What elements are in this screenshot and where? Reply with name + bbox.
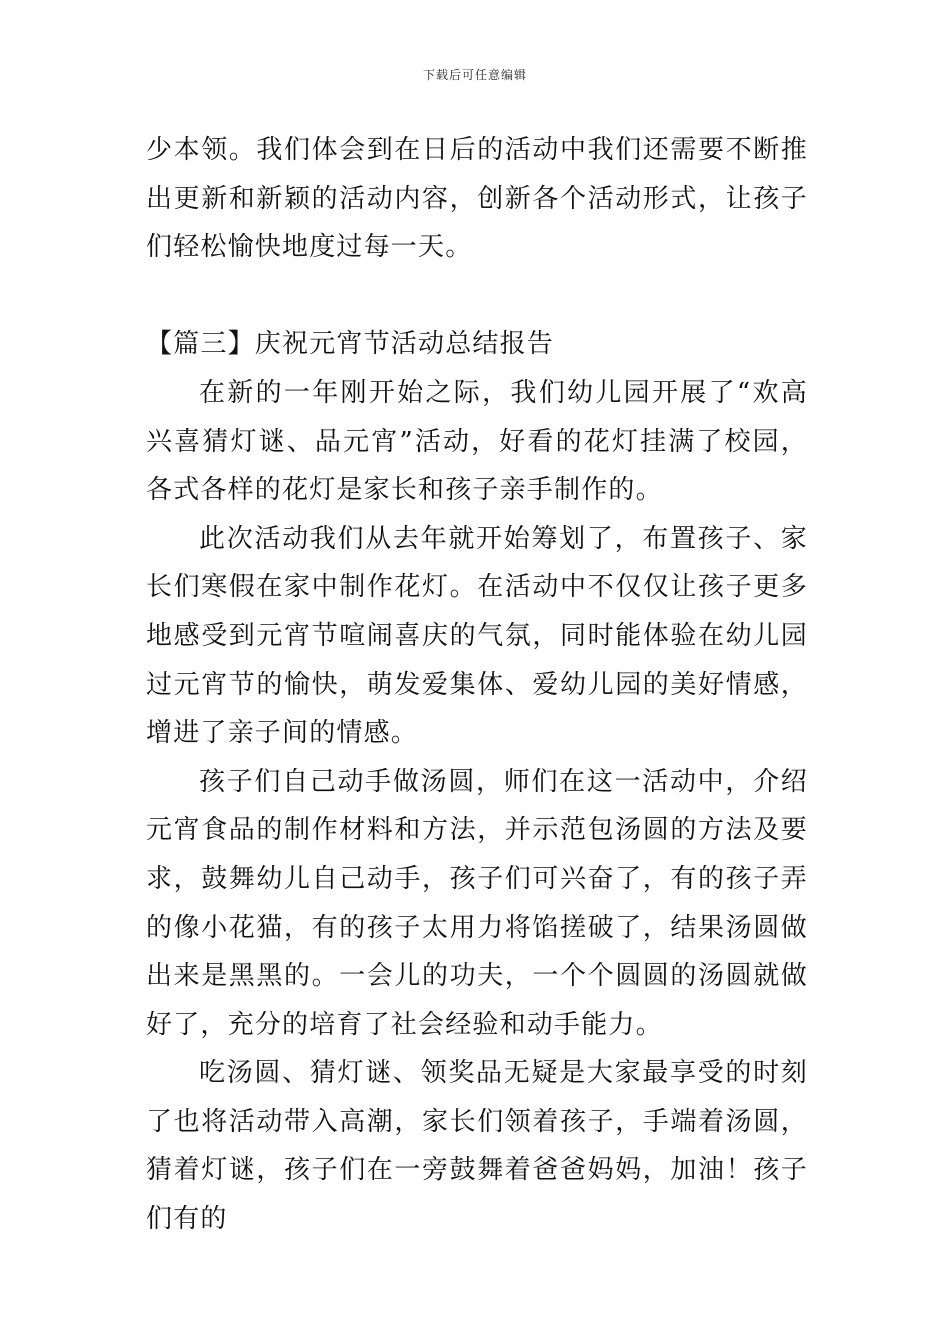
header-note: 下载后可任意编辑	[422, 68, 527, 82]
intro-paragraph: 少本领。我们体会到在日后的活动中我们还需要不断推出更新和新颖的活动内容，创新各个活动形式，让孩子们轻松愉快地度过每一天。	[146, 135, 808, 263]
body-paragraph-1: 在新的一年刚开始之际，我们幼儿园开展了“欢高兴喜猜灯谜、品元宵”活动，好看的花灯挂满了校园，各式各样的花灯是家长和孩子亲手制作的。	[146, 377, 808, 506]
body-paragraph-3: 孩子们自己动手做汤圆，师们在这一活动中，介绍元宵食品的制作材料和方法，并示范包汤圆的方法及要求，鼓舞幼儿自己动手，孩子们可兴奋了，有的孩子弄的像小花猫，有的孩子太用力将馅搓破了，结果汤圆做出来是黑黑的。一会儿的功夫，一个个圆圆的汤圆就做好了，充分的培育了社会经验和动手能力。	[146, 766, 808, 1040]
body-paragraph-2: 此次活动我们从去年就开始筹划了，布置孩子、家长们寒假在家中制作花灯。在活动中不仅仅让孩子更多地感受到元宵节喧闹喜庆的气氛，同时能体验在幼儿园过元宵节的愉快，萌发爱集体、爱幼儿园的美好情感，增进了亲子间的情感。	[146, 523, 808, 749]
document-body	[146, 126, 808, 1244]
body-paragraph-4: 吃汤圆、猜灯谜、领奖品无疑是大家最享受的时刻了也将活动带入高潮，家长们领着孩子，手端着汤圆，猜着灯谜，孩子们在一旁鼓舞着爸爸妈妈，加油！孩子们有的	[146, 1058, 808, 1235]
section-title: 【篇三】庆祝元宵节活动总结报告	[146, 329, 555, 360]
paragraph-gap	[146, 272, 808, 321]
